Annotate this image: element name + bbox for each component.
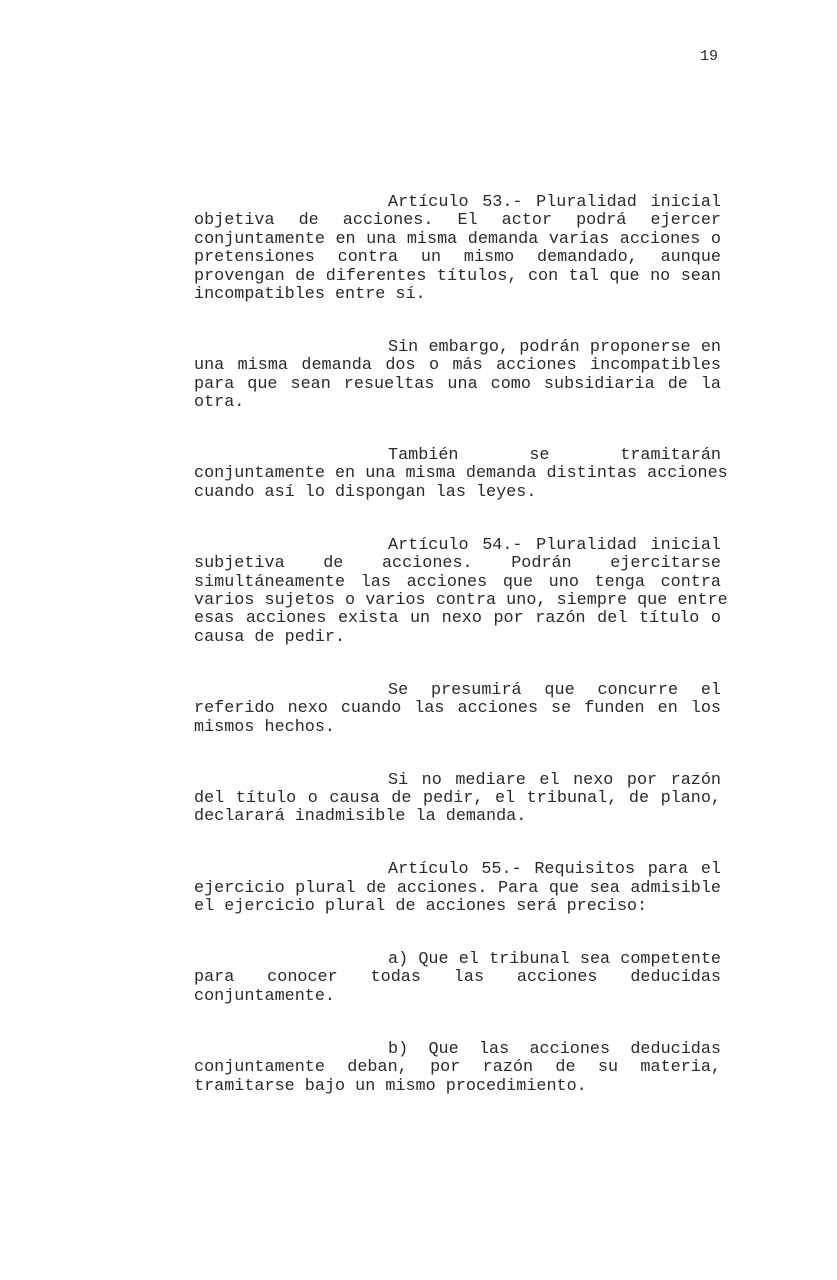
text-line: esas acciones exista un nexo por razón del título o — [194, 609, 721, 629]
text-line: Artículo 53.- Pluralidad inicial — [388, 193, 721, 212]
text-line: cuando así lo dispongan las leyes. — [194, 482, 537, 502]
text-line: tramitarse bajo un mismo procedimiento. — [194, 1076, 587, 1096]
text-line: una misma demanda dos o más acciones incompatibles — [194, 356, 721, 376]
text-line: ejercicio plural de acciones. Para que sea admisible — [194, 878, 721, 898]
paragraph — [194, 446, 728, 502]
text-line: causa de pedir. — [194, 627, 346, 647]
text-line: Sin embargo, podrán proponerse en — [388, 337, 721, 357]
text-line: conjuntamente. — [194, 986, 335, 1006]
paragraph — [194, 339, 721, 413]
text-line: a) Que el tribunal sea competente — [388, 950, 721, 970]
text-line: referido nexo cuando las acciones se funden en los — [194, 699, 721, 719]
text-line: declarará inadmisible la demanda. — [194, 807, 527, 827]
page-number: 19 — [700, 48, 719, 65]
text-line: otra. — [194, 393, 245, 413]
text-line: También se tramitarán — [388, 446, 721, 466]
text-line: Se presumirá que concurre el — [388, 680, 721, 700]
text-line: simultáneamente las acciones que uno tenga contra — [194, 572, 721, 592]
text-line: incompatibles entre sí. — [194, 284, 426, 304]
text-line: b) Que las acciones deducidas — [388, 1039, 721, 1059]
text-line: para conocer todas las acciones deducidas — [194, 968, 721, 988]
text-line: Artículo 55.- Requisitos para el — [388, 860, 721, 880]
paragraph — [194, 682, 721, 737]
text-line: conjuntamente en una misma demanda distintas acciones — [194, 464, 728, 484]
text-line: varios sujetos o varios contra uno, siempre que entre — [194, 591, 728, 611]
paragraph — [194, 951, 721, 1006]
text-line: objetiva de acciones. El actor podrá ejercer — [194, 211, 721, 231]
text-line: pretensiones contra un mismo demandado, aunque — [194, 248, 721, 268]
text-line: mismos hechos. — [194, 717, 335, 737]
paragraph — [194, 535, 728, 647]
text-line: conjuntamente en una misma demanda varias acciones o — [194, 229, 721, 249]
paragraph — [194, 194, 721, 304]
text-line: provengan de diferentes títulos, con tal que no sean — [194, 266, 721, 286]
text-line: para que sean resueltas una como subsidiaria de la — [194, 374, 721, 394]
paragraph — [194, 861, 721, 916]
text-line: el ejercicio plural de acciones será preciso: — [194, 897, 648, 917]
text-line: subjetiva de acciones. Podrán ejercitarse — [194, 554, 721, 574]
document-body — [194, 193, 728, 1131]
paragraph — [194, 772, 721, 827]
text-line: Si no mediare el nexo por razón — [388, 770, 721, 790]
paragraph — [194, 1041, 721, 1096]
text-line: del título o causa de pedir, el tribunal, de plano, — [194, 788, 721, 808]
text-line: Artículo 54.- Pluralidad inicial — [388, 535, 721, 555]
text-line: conjuntamente deban, por razón de su materia, — [194, 1058, 721, 1078]
